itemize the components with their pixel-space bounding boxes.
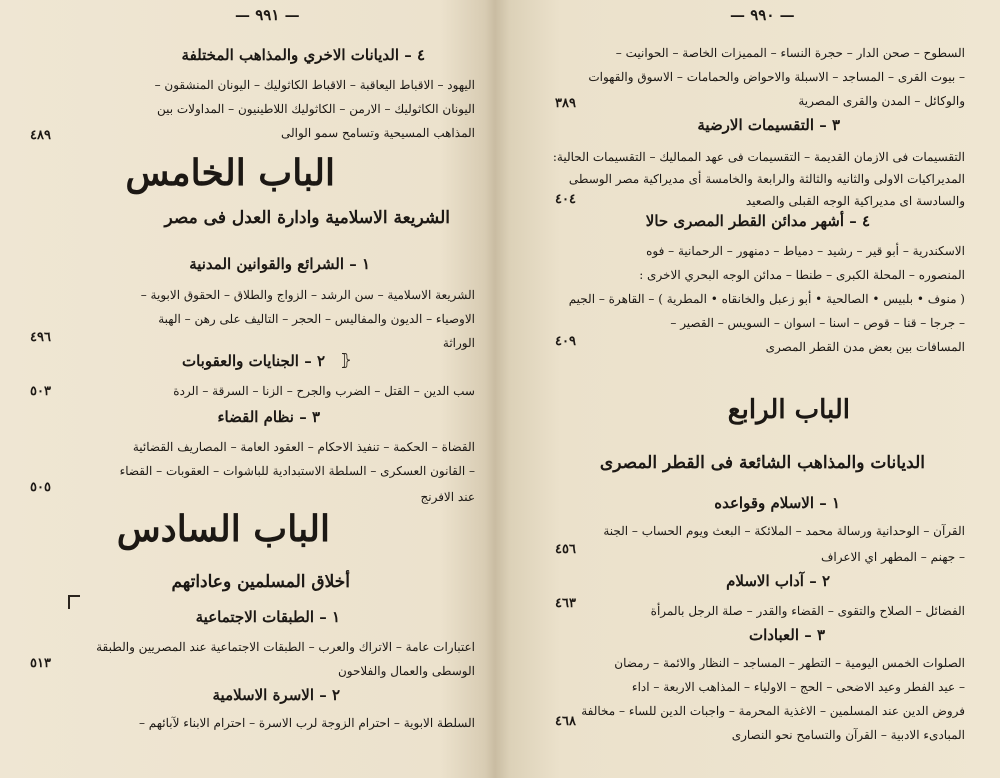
text-line: الشريعة الاسلامية – سن الرشد – الزواج والطلاق – الحقوق الابوية – <box>140 288 475 302</box>
chapter-subtitle: الشريعة الاسلامية وادارة العدل فى مصر <box>164 208 450 228</box>
ornament-corner <box>68 595 80 609</box>
text-line: القرآن – الوحدانية ورسالة محمد – الملائكة – البعث ويوم الحساب – الجنة <box>603 524 965 538</box>
page-ref: ٤٩٦ <box>30 330 51 345</box>
text-line: والوكائل – المدن والقرى المصرية <box>798 94 965 108</box>
text-line: الوراثة <box>442 336 475 350</box>
chapter-subtitle: أخلاق المسلمين وعاداتهم <box>171 572 350 592</box>
text-line: المسافات بين بعض مدن القطر المصرى <box>765 340 965 354</box>
text-line: – بيوت القرى – المساجد – الاسبلة والاحواض والحمامات – الاسوق والقهوات <box>588 70 965 84</box>
section-title: ٢ – آداب الاسلام <box>726 572 830 590</box>
left-page <box>30 0 480 778</box>
chapter-title: الباب الخامس <box>125 152 335 194</box>
text-line: السلطة الابوية – احترام الزوجة لرب الاسرة – احترام الابناء لآبائهم – <box>138 716 475 730</box>
page-ref: ٤٨٩ <box>30 128 51 143</box>
ornament-bracket: ⦃ <box>340 350 352 369</box>
text-line: فروض الدين عند المسلمين – الاغذية المحرمة – واجبات الدين للساء – مخالفة <box>581 704 965 718</box>
section-title: ٣ – العبادات <box>748 626 825 644</box>
text-line: – جهنم – المطهر اي الاعراف <box>820 550 965 564</box>
text-line: القضاة – الحكمة – تنفيذ الاحكام – العقود العامة – المصاريف القضائية <box>132 440 475 454</box>
page-ref: ٤٠٩ <box>555 334 576 349</box>
text-line: الاوصياء – الديون والمفاليس – الحجر – التاليف على رهن – الهبة <box>158 312 475 326</box>
text-line: المبادىء الادبية – القرآن والتسامح نحو النصارى <box>731 728 965 742</box>
section-title: ١ – الشرائع والقوانين المدنية <box>189 255 370 273</box>
text-line: السطوح – صحن الدار – حجرة النساء – المميزات الخاصة – الحوانيت – <box>615 46 965 60</box>
section-title: ٣ – التقسيمات الارضية <box>697 116 840 134</box>
text-line: ( منوف • بلبيس • الصالحية • أبو زعبل والخانقاه • المطرية ) – القاهرة – الجيم <box>568 292 965 306</box>
chapter-title: الباب الرابع <box>727 395 850 425</box>
text-line: عند الافرنج <box>420 490 475 504</box>
text-line: اليهود – الاقباط اليعاقبة – الاقباط الكاثوليك – اليونان المنشقون – <box>154 78 475 92</box>
right-page <box>540 0 970 778</box>
section-title: ٢ – الجنايات والعقوبات <box>181 352 325 370</box>
text-line: الصلوات الخمس اليومية – التطهر – المساجد – النظار والائمة – رمضان <box>614 656 965 670</box>
text-line: المذاهب المسيحية وتسامح سمو الوالى <box>280 126 475 140</box>
section-title: ١ – الاسلام وقواعده <box>714 494 840 512</box>
text-line: سب الدين – القتل – الضرب والجرح – الزنا – السرقة – الردة <box>173 384 475 398</box>
page-number: — ٩٩١ — <box>235 6 300 24</box>
page-number: — ٩٩٠ — <box>730 6 795 24</box>
section-title: ٤ – أشهر مدائن القطر المصرى حالا <box>645 212 870 230</box>
section-title: ٣ – نظام القضاء <box>217 408 320 426</box>
page-ref: ٥٠٥ <box>30 480 51 495</box>
text-line: الفضائل – الصلاح والتقوى – القضاء والقدر – صلة الرجل بالمرأة <box>650 604 965 618</box>
chapter-subtitle: الديانات والمذاهب الشائعة فى القطر المصرى <box>599 453 925 473</box>
text-line: المديراكيات الاولى والثانيه والثالثة والرابعة والخامسة أى مديراكية مصر الوسطى <box>568 172 965 186</box>
text-line: الاسكندرية – أبو قير – رشيد – دمياط – دمنهور – الرحمانية – فوه <box>646 244 965 258</box>
text-line: التقسيمات فى الازمان القديمة – التقسيمات فى عهد المماليك – التقسيمات الحالية: <box>552 150 965 164</box>
page-ref: ٤٠٤ <box>555 192 576 207</box>
page-ref: ٣٨٩ <box>555 96 576 111</box>
text-line: المنصوره – المحلة الكبرى – طنطا – مدائن الوجه البحري الاخرى : <box>639 268 965 282</box>
text-line: الوسطى والعمال والفلاحون <box>337 664 475 678</box>
chapter-title: الباب السادس <box>116 508 330 550</box>
page-ref: ٤٦٣ <box>555 596 576 611</box>
section-title: ٤ – الديانات الاخري والمذاهب المختلفة <box>181 46 425 64</box>
page-ref: ٥١٣ <box>30 656 51 671</box>
page-ref: ٤٥٦ <box>555 542 576 557</box>
section-title: ١ – الطبقات الاجتماعية <box>195 608 340 626</box>
text-line: اعتبارات عامة – الاتراك والعرب – الطبقات الاجتماعية عند المصريين والطبقة <box>96 640 475 654</box>
section-title: ٢ – الاسرة الاسلامية <box>212 686 340 704</box>
text-line: – عيد الفطر وعيد الاضحى – الحج – الاولياء – المذاهب الاربعة – اداء <box>631 680 965 694</box>
text-line: – القانون العسكرى – السلطة الاستبدادية للباشوات – العقوبات – القضاء <box>119 464 475 478</box>
page-ref: ٥٠٣ <box>30 384 51 399</box>
text-line: اليونان الكاثوليك – الارمن – الكاثوليك اللاطينيون – المداولات بين <box>156 102 475 116</box>
text-line: والسادسة اى مديراكية الوجه القبلى والصعيد <box>745 194 965 208</box>
text-line: – جرجا – قنا – قوص – اسنا – اسوان – السويس – القصير – <box>670 316 965 330</box>
page-ref: ٤٦٨ <box>555 714 576 729</box>
